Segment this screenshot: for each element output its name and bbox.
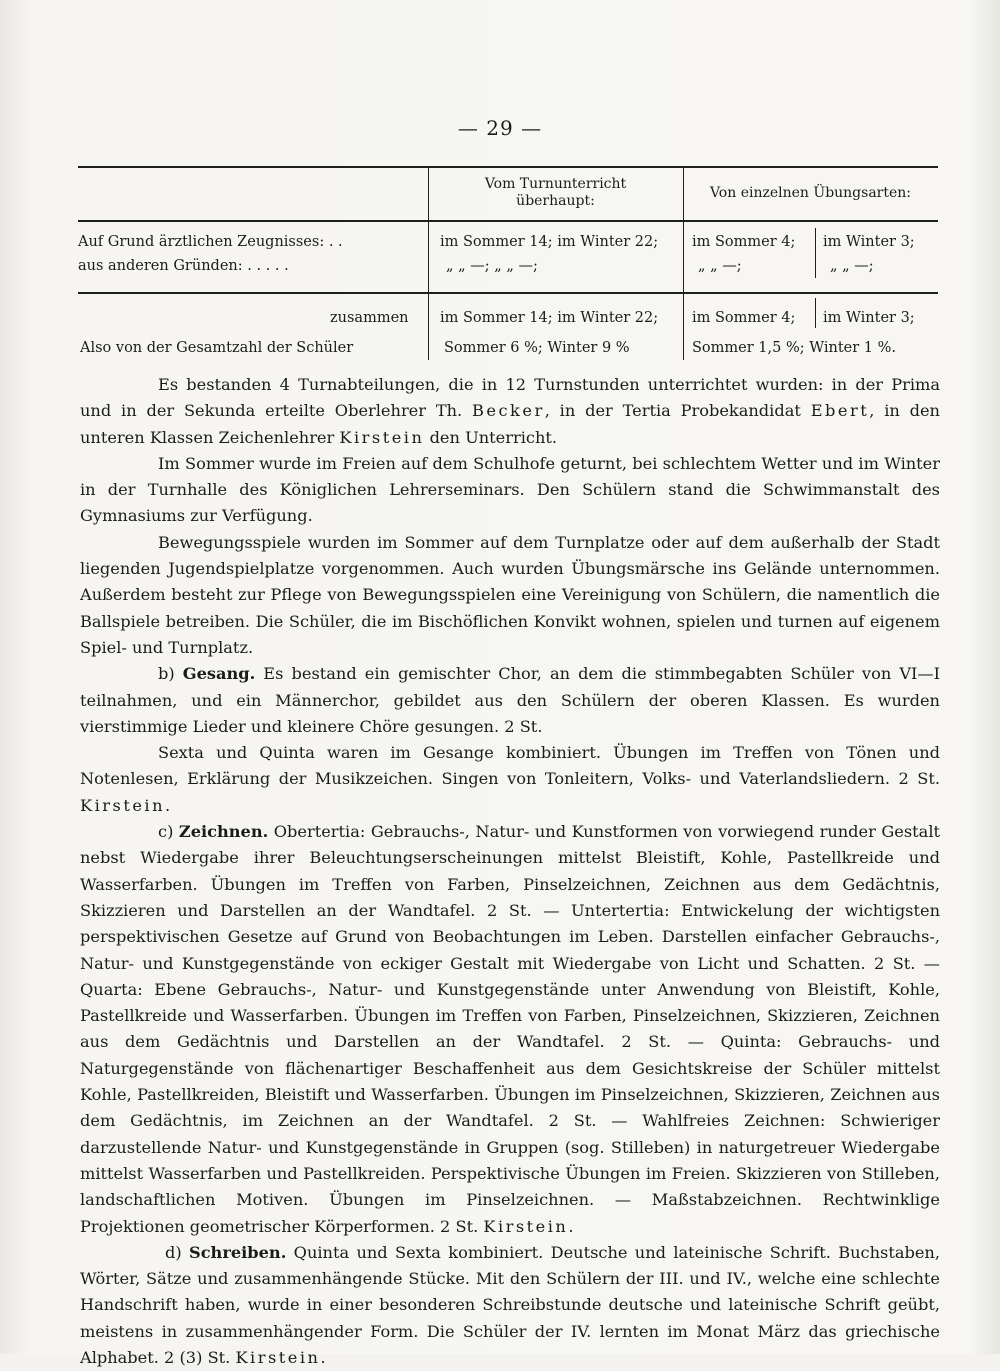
total-winter: im Winter 3; bbox=[823, 310, 915, 326]
header-rule bbox=[78, 220, 938, 222]
header-general-line2: überhaupt: bbox=[516, 193, 595, 209]
table-top-rule bbox=[78, 166, 938, 168]
header-general bbox=[428, 176, 683, 210]
text-run: den Unterricht. bbox=[424, 427, 558, 447]
total-summer: im Sommer 4; bbox=[692, 310, 796, 326]
paragraph-turnabteilungen bbox=[80, 372, 940, 451]
row-other-winter: „ „ —; bbox=[830, 258, 874, 274]
table-vline bbox=[815, 298, 816, 328]
section-heading: Schreiben. bbox=[189, 1242, 287, 1262]
section-label: b) bbox=[158, 664, 183, 684]
teacher-name: Kirstein bbox=[339, 427, 425, 447]
paragraph-zeichnen bbox=[80, 819, 940, 1240]
section-heading: Gesang. bbox=[182, 664, 256, 684]
row-other-summer: „ „ —; bbox=[698, 258, 742, 274]
total-general: im Sommer 14; im Winter 22; bbox=[440, 310, 659, 326]
text-run: , in den unteren Klassen Zeichenlehrer bbox=[80, 401, 940, 447]
row-medical-label: Auf Grund ärztlichen Zeugnisses: . . bbox=[78, 234, 343, 250]
percent-label: Also von der Gesamtzahl der Schüler bbox=[80, 340, 354, 356]
subtotal-rule bbox=[78, 292, 938, 294]
section-label: d) bbox=[165, 1242, 190, 1262]
text-run: Es bestanden 4 Turnabteilungen, die in 12 Turnstunden unterrichtet wurden: in der Prima und in der Sekunda erteilte Oberlehrer Th. bbox=[80, 375, 940, 421]
teacher-name: Kirstein. bbox=[80, 795, 173, 815]
row-medical-general: im Sommer 14; im Winter 22; bbox=[440, 234, 659, 250]
row-medical-summer: im Sommer 4; bbox=[692, 234, 796, 250]
section-heading: Zeichnen. bbox=[178, 822, 269, 842]
page-number: — 29 — bbox=[457, 116, 543, 140]
row-other-general: „ „ —; „ „ —; bbox=[446, 258, 538, 274]
paragraph-sommer: Im Sommer wurde im Freien auf dem Schulhofe geturnt, bei schlechtem Wetter und im Winter in der Turnhalle des Königlichen Lehrerseminars. Den Schülern stand die Schwimmanstalt des Gymnasiums zur Verfügung. bbox=[80, 453, 940, 526]
teacher-name: Kirstein. bbox=[483, 1216, 577, 1236]
header-general-line1: Vom Turnunterricht bbox=[484, 176, 627, 192]
section-label: c) bbox=[158, 822, 179, 842]
row-medical-winter: im Winter 3; bbox=[823, 234, 915, 250]
text-run: Es bestand ein gemischter Chor, an dem die stimmbegabten Schüler von VI—I teilnahmen, und ein Männerchor, gebildet aus den Schülern der oberen Klassen. Es wurden vierstimmige Lieder und kleinere Chöre gesungen. 2 St. bbox=[80, 664, 940, 736]
header-special: Von einzelnen Übungsarten: bbox=[709, 185, 912, 201]
text-run: , in der Tertia Probekandidat bbox=[544, 401, 811, 421]
paragraph-sexta-quinta bbox=[80, 740, 940, 819]
teacher-name: Kirstein. bbox=[235, 1347, 329, 1367]
teacher-name: Ebert bbox=[810, 401, 870, 421]
table-vline bbox=[815, 228, 816, 278]
text-run: Quinta und Sexta kombiniert. Deutsche und lateinische Schrift. Buchstaben, Wörter, Sätze und zusammenhängende Stücke. Mit den Schülern der III. und IV., welche eine schlechte Handschrift haben, wurde in einer besonderen Schreibstunde deutsche und lateinische Schrift geübt, meistens in zusammenhängender Form. Die Schüler der IV. lernten im Monat März das griechische Alphabet. 2 (3) St. bbox=[80, 1242, 940, 1367]
paragraph-bewegungsspiele: Bewegungsspiele wurden im Sommer auf dem Turnplatze oder auf dem außerhalb der Stadt liegenden Jugendspielplatze vorgenommen. Auch wurden Übungsmärsche ins Gelände unternommen. Außerdem besteht zur Pflege von Bewegungsspielen eine Vereinigung von Schülern, die namentlich die Ballspiele betreiben. Die Schüler, die im Bischöflichen Konvikt wohnen, spielen und turnen auf eigenem Spiel- und Turnplatz. bbox=[80, 532, 940, 657]
percent-special: Sommer 1,5 %; Winter 1 %. bbox=[692, 340, 897, 356]
text-run: Sexta und Quinta waren im Gesange kombiniert. Übungen im Treffen von Tönen und Notenlesen, Erklärung der Musikzeichen. Singen von Tonleitern, Volks- und Vaterlandsliedern. 2 St. bbox=[80, 743, 940, 789]
paragraph-schreiben bbox=[80, 1240, 940, 1371]
row-other-label: aus anderen Gründen: . . . . . bbox=[78, 258, 289, 274]
percent-general: Sommer 6 %; Winter 9 % bbox=[444, 340, 630, 356]
table-vline bbox=[428, 220, 429, 360]
teacher-name: Becker bbox=[472, 401, 545, 421]
paragraph-gesang bbox=[80, 661, 940, 740]
total-label: zusammen bbox=[330, 310, 409, 326]
text-run: Obertertia: Gebrauchs-, Natur- und Kunstformen von vorwiegend runder Gestalt nebst Wiedergabe ihrer Beleuchtungserscheinungen mittelst Bleistift, Kohle, Pastellkreide und Wasserfarben. Übungen im Treffen von Farben, Pinselzeichnen, Zeichnen aus dem Gedächtnis, Skizzieren und Darstellen an der Wandtafel. 2 St. — Untertertia: Entwickelung der wichtigsten perspektivischen Gesetze auf Grund von Beobachtungen im Leben. Darstellen einfacher Gebrauchs-, Natur- und Kunstgegenstände von eckiger Gestalt mit Wiedergabe von Licht und Schatten. 2 St. — Quarta: Ebene Gebrauchs-, Natur- und Kunstgegenstände unter Anwendung von Bleistift, Kohle, Pastellkreide und Wasserfarben. Übungen im Treffen von Farben, Pinselzeichnen, Skizzieren, Zeichnen aus dem Gedächtnis und Darstellen an der Wandtafel. 2 St. — Quinta: Gebrauchs- und Naturgegenstände von flächenartiger Beschaffenheit aus dem Gesichtskreise der Schüler mittelst Kohle, Pastellkreiden, Bleistift und Wasserfarben. Übungen im Pinselzeichnen, Skizzieren, Zeichnen aus dem Gedächtnis, im Zeichnen an der Wandtafel. 2 St. — Wahlfreies Zeichnen: Schwieriger darzustellende Natur- und Kunstgegenstände in Gruppen (sog. Stilleben) in naturgetreuer Wiedergabe mittelst Wasserfarben und Pastellkreiden. Perspektivische Übungen im Freien. Skizzieren von Stilleben, landschaftlichen Motiven. Übungen im Pinselzeichnen. — Maßstabzeichnen. Rechtwinklige Projektionen geometrischer Körperformen. 2 St. bbox=[80, 822, 940, 1236]
body-text bbox=[80, 372, 940, 1371]
